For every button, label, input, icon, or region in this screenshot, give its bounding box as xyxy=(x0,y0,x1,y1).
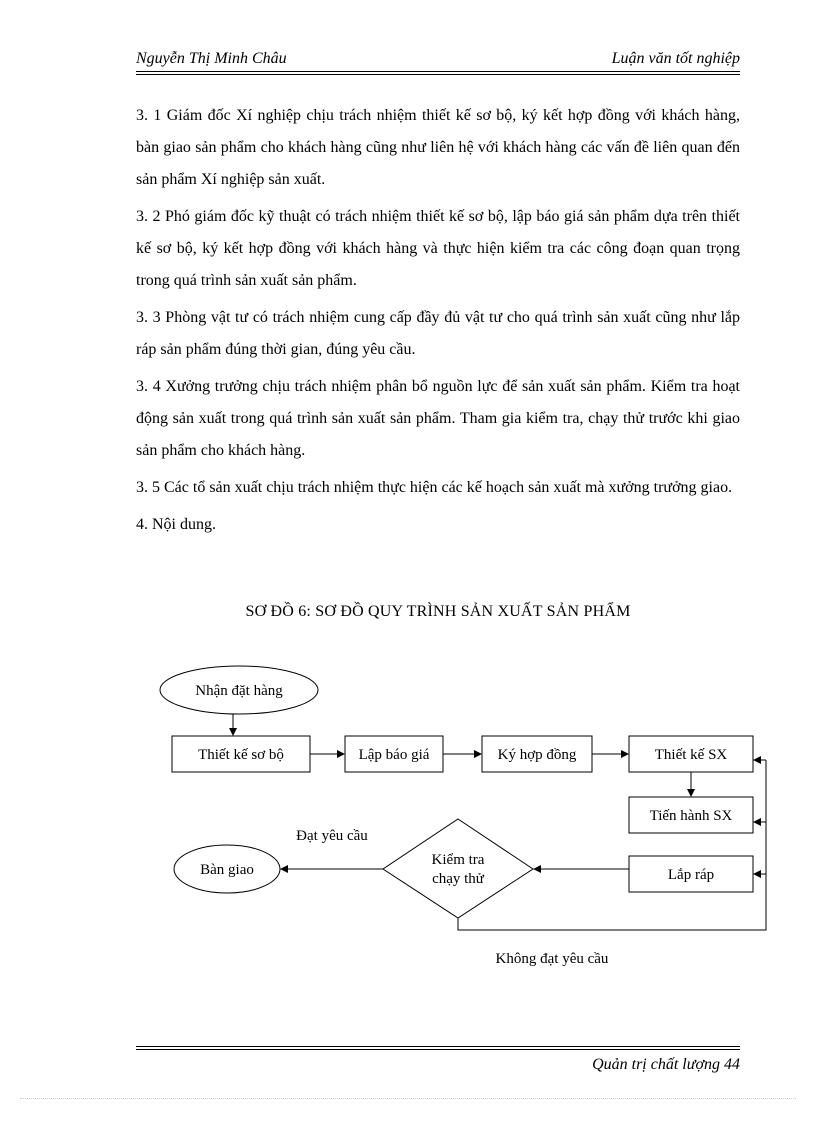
edge-label-pass: Đạt yêu cầu xyxy=(296,828,368,844)
header-doc-type: Luận văn tốt nghiệp xyxy=(611,50,740,67)
node-order-label: Nhận đặt hàng xyxy=(195,683,283,699)
paragraph-3-1: 3. 1 Giám đốc Xí nghiệp chịu trách nhiệm thiết kế sơ bộ, ký kết hợp đồng với khách hàng, bàn giao sản phẩm cho khách hàng cũng như liên hệ với khách hàng các vấn đề liên quan đến sản phẩm Xí nghiệp sản xuất. xyxy=(136,107,740,188)
page-edge-divider xyxy=(20,1098,796,1099)
edge-label-fail: Không đạt yêu cầu xyxy=(495,951,609,967)
header-author: Nguyễn Thị Minh Châu xyxy=(136,50,287,67)
node-quote-label: Lập báo giá xyxy=(358,747,430,763)
footer-subject: Quản trị chất lượng 44 xyxy=(592,1056,740,1073)
node-design-sx-label: Thiết kế SX xyxy=(654,747,728,763)
node-produce-label: Tiến hành SX xyxy=(649,808,733,824)
node-assemble-label: Lắp ráp xyxy=(667,867,715,883)
node-design-label: Thiết kế sơ bộ xyxy=(198,747,284,763)
paragraph-3-3: 3. 3 Phòng vật tư có trách nhiệm cung cấp đầy đủ vật tư cho quá trình sản xuất cũng như lắp ráp sản phẩm đúng thời gian, đúng yêu cầu. xyxy=(136,309,740,358)
paragraph-4: 4. Nội dung. xyxy=(136,516,216,533)
edge-feedback-loop xyxy=(458,760,766,930)
node-contract-label: Ký hợp đồng xyxy=(497,747,577,763)
node-handover-label: Bàn giao xyxy=(200,862,254,878)
node-test-label-2: chạy thử xyxy=(432,871,484,887)
node-test xyxy=(383,819,533,918)
paragraph-3-2: 3. 2 Phó giám đốc kỹ thuật có trách nhiệm thiết kế sơ bộ, lập báo giá sản phẩm dựa trên thiết kế sơ bộ, ký kết hợp đồng với khách hàng và thực hiện kiểm tra các công đoạn quan trọng trong quá trình sản xuất sản phẩm. xyxy=(136,208,740,289)
diagram-title: SƠ ĐỒ 6: SƠ ĐỒ QUY TRÌNH SẢN XUẤT SẢN PHẨM xyxy=(245,603,631,620)
paragraph-3-4: 3. 4 Xưởng trưởng chịu trách nhiệm phân bổ nguồn lực để sản xuất sản phẩm. Kiểm tra hoạt động sản xuất trong quá trình sản xuất sản phẩm. Tham gia kiểm tra, chạy thử trước khi giao sản phẩm cho khách hàng. xyxy=(136,378,740,459)
node-test-label-1: Kiểm tra xyxy=(431,852,485,868)
paragraph-3-5: 3. 5 Các tổ sản xuất chịu trách nhiệm thực hiện các kế hoạch sản xuất mà xưởng trưởng giao. xyxy=(136,479,733,496)
footer-rule xyxy=(136,1046,740,1047)
footer-rule-double xyxy=(136,1049,740,1050)
